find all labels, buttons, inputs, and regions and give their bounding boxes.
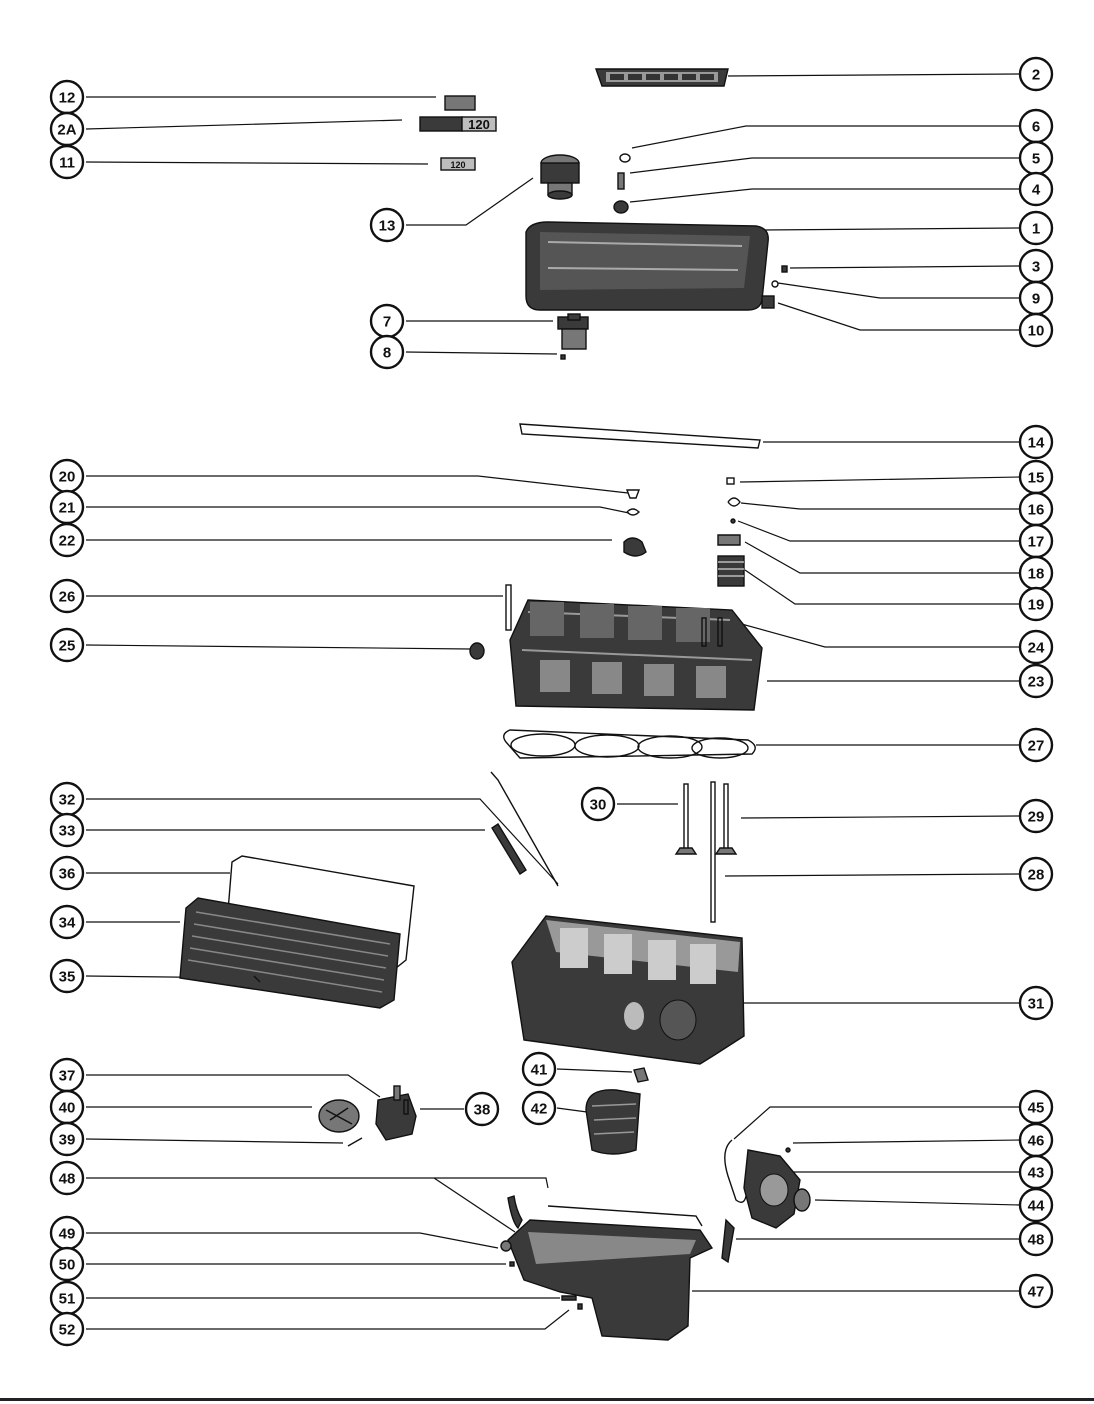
callout-c32	[51, 783, 83, 815]
callout-c11	[51, 146, 83, 178]
fuel-pump-bolt-part	[348, 1138, 362, 1146]
callout-number: 13	[378, 217, 396, 235]
callout-c17	[1020, 525, 1052, 557]
callout-c50	[51, 1248, 83, 1280]
callout-number: 8	[382, 344, 392, 362]
crank-seal-part	[794, 1189, 810, 1211]
callout-number: 19	[1027, 596, 1045, 614]
pcv-valve-part	[558, 314, 588, 349]
callout-c25	[51, 629, 83, 661]
callout-c46	[1020, 1124, 1052, 1156]
callout-number: 49	[58, 1225, 76, 1243]
callout-c20	[51, 460, 83, 492]
callout-c37	[51, 1059, 83, 1091]
callout-c41	[523, 1053, 555, 1085]
valve-cover-gasket-part	[520, 424, 760, 448]
callout-number: 2A	[57, 121, 77, 139]
pan-nut-part	[578, 1304, 582, 1309]
callout-number: 23	[1027, 673, 1045, 691]
valve-cover-part	[526, 222, 768, 310]
emblem-part	[445, 96, 475, 110]
callout-number: 27	[1027, 737, 1045, 755]
timing-cover-screw-part	[786, 1148, 790, 1152]
timing-cover-part	[744, 1150, 800, 1228]
callout-number: 37	[58, 1067, 76, 1085]
oil-pan-seal-part	[508, 1196, 522, 1228]
callout-number: 11	[59, 154, 75, 172]
drain-plug-part	[501, 1241, 511, 1251]
callout-number: 46	[1027, 1132, 1045, 1150]
callout-c45	[1020, 1091, 1052, 1123]
callout-number: 25	[58, 637, 76, 655]
callout-number: 34	[58, 914, 76, 932]
callout-c30	[582, 788, 614, 820]
timing-cover-gasket-part	[725, 1140, 746, 1202]
callout-c24	[1020, 631, 1052, 663]
callout-c28	[1020, 858, 1052, 890]
callout-number: 29	[1027, 808, 1045, 826]
callout-c51	[51, 1282, 83, 1314]
callout-c9	[1020, 282, 1052, 314]
rocker-arm-part	[624, 538, 646, 556]
dipstick-tube-part	[492, 824, 526, 874]
callout-number: 16	[1027, 501, 1045, 519]
oil-pan-rear-seal-part	[722, 1220, 734, 1262]
callout-number: 39	[58, 1131, 76, 1149]
valve-lock-part	[731, 519, 735, 523]
callout-c7	[371, 305, 403, 337]
emblem-120-label: 120	[468, 117, 490, 132]
grommet-part	[614, 201, 628, 213]
valve-seal-small-part	[627, 509, 639, 515]
callout-c14	[1020, 426, 1052, 458]
callout-number: 2	[1031, 66, 1041, 84]
callout-number: 32	[58, 791, 76, 809]
valve-cap-part	[627, 490, 639, 498]
callout-number: 48	[58, 1170, 76, 1188]
callout-number: 7	[382, 313, 392, 331]
oil-filter-part	[586, 1090, 640, 1154]
page-bottom-rule	[0, 1398, 1094, 1401]
callout-c29	[1020, 800, 1052, 832]
callout-c21	[51, 491, 83, 523]
callout-c18	[1020, 557, 1052, 589]
callout-number: 52	[58, 1321, 76, 1339]
callout-number: 30	[589, 796, 607, 814]
callout-number: 1	[1031, 220, 1041, 238]
callout-number: 20	[58, 468, 76, 486]
callout-c40	[51, 1091, 83, 1123]
callout-c33	[51, 814, 83, 846]
bolt-part	[618, 173, 624, 189]
callout-number: 42	[530, 1100, 548, 1118]
callout-number: 40	[58, 1099, 76, 1117]
oil-filler-cap-part	[541, 155, 579, 199]
callout-number: 48	[1027, 1231, 1045, 1249]
callout-number: 47	[1027, 1283, 1045, 1301]
oil-filter-fitting-part	[634, 1068, 648, 1082]
washer-part	[772, 281, 778, 287]
callout-c10	[1020, 314, 1052, 346]
callout-number: 3	[1031, 258, 1041, 276]
callout-c19	[1020, 588, 1052, 620]
callout-number: 9	[1031, 290, 1041, 308]
head-gasket-part	[504, 730, 755, 758]
callout-number: 43	[1027, 1164, 1045, 1182]
valve-key-part	[727, 478, 734, 484]
callout-number: 5	[1031, 150, 1041, 168]
expansion-plug-part	[470, 643, 484, 659]
callout-number: 33	[58, 822, 76, 840]
exhaust-valve-part	[716, 784, 736, 854]
callout-number: 28	[1027, 866, 1045, 884]
clip-part	[620, 154, 630, 162]
callout-number: 10	[1027, 322, 1045, 340]
callout-c44	[1020, 1189, 1052, 1221]
fuel-pump-part	[376, 1086, 416, 1140]
callout-number: 21	[58, 499, 76, 517]
callout-c2	[1020, 58, 1052, 90]
callout-c2a	[51, 113, 83, 145]
callout-c38	[466, 1093, 498, 1125]
callout-c1	[1020, 212, 1052, 244]
callout-c13	[371, 209, 403, 241]
nut-part	[762, 296, 774, 308]
side-cover-part	[180, 898, 400, 1008]
callout-number: 50	[58, 1256, 76, 1274]
callout-c42	[523, 1092, 555, 1124]
valve-spring-part	[718, 556, 744, 586]
callout-number: 15	[1027, 469, 1045, 487]
callout-number: 18	[1027, 565, 1045, 583]
callout-number: 22	[58, 532, 76, 550]
callout-c6	[1020, 110, 1052, 142]
intake-valve-part	[676, 784, 696, 854]
callout-number: 36	[58, 865, 76, 883]
callout-c47	[1020, 1275, 1052, 1307]
callout-c39	[51, 1123, 83, 1155]
pan-bolt-part	[562, 1296, 576, 1300]
valve-seal-part	[728, 498, 740, 506]
grommet-small-part	[561, 355, 565, 359]
nameplate-part	[596, 69, 728, 86]
push-rod-part	[506, 585, 511, 630]
callout-number: 51	[58, 1290, 76, 1308]
callout-c3	[1020, 250, 1052, 282]
callout-c5	[1020, 142, 1052, 174]
cylinder-block-part	[512, 916, 744, 1064]
callout-c12	[51, 81, 83, 113]
callout-number: 6	[1031, 118, 1041, 136]
callout-c34	[51, 906, 83, 938]
stud-part	[782, 266, 787, 272]
emblem-120-part	[420, 117, 496, 132]
callout-c43	[1020, 1156, 1052, 1188]
callout-c15	[1020, 461, 1052, 493]
callout-number: 41	[530, 1061, 548, 1079]
callout-c48a	[51, 1162, 83, 1194]
oil-pan-part	[508, 1220, 712, 1340]
valve-rotator-part	[718, 535, 740, 545]
push-rod-long-part	[711, 782, 715, 922]
callout-c31	[1020, 987, 1052, 1019]
cylinder-head-part	[510, 600, 762, 710]
callout-number: 38	[473, 1101, 491, 1119]
callout-c26	[51, 580, 83, 612]
callout-number: 45	[1027, 1099, 1045, 1117]
callout-c16	[1020, 493, 1052, 525]
callout-number: 35	[58, 968, 76, 986]
callout-number: 26	[58, 588, 76, 606]
callout-number: 14	[1027, 434, 1045, 452]
callout-number: 31	[1027, 995, 1045, 1013]
callout-c4	[1020, 173, 1052, 205]
callout-c48b	[1020, 1223, 1052, 1255]
callout-c49	[51, 1217, 83, 1249]
callout-c23	[1020, 665, 1052, 697]
callout-number: 44	[1027, 1197, 1045, 1215]
drain-washer-part	[510, 1262, 514, 1266]
callout-c36	[51, 857, 83, 889]
callout-c52	[51, 1313, 83, 1345]
callout-c27	[1020, 729, 1052, 761]
callout-c22	[51, 524, 83, 556]
emblem-120-small-part	[441, 158, 475, 170]
callout-number: 17	[1027, 533, 1045, 551]
emblem-120-small-label: 120	[450, 160, 466, 170]
callout-c35	[51, 960, 83, 992]
callout-number: 4	[1031, 181, 1041, 199]
callout-number: 24	[1027, 639, 1045, 657]
callout-c8	[371, 336, 403, 368]
callout-number: 12	[58, 89, 76, 107]
fuel-pump-gasket-part	[319, 1100, 359, 1132]
